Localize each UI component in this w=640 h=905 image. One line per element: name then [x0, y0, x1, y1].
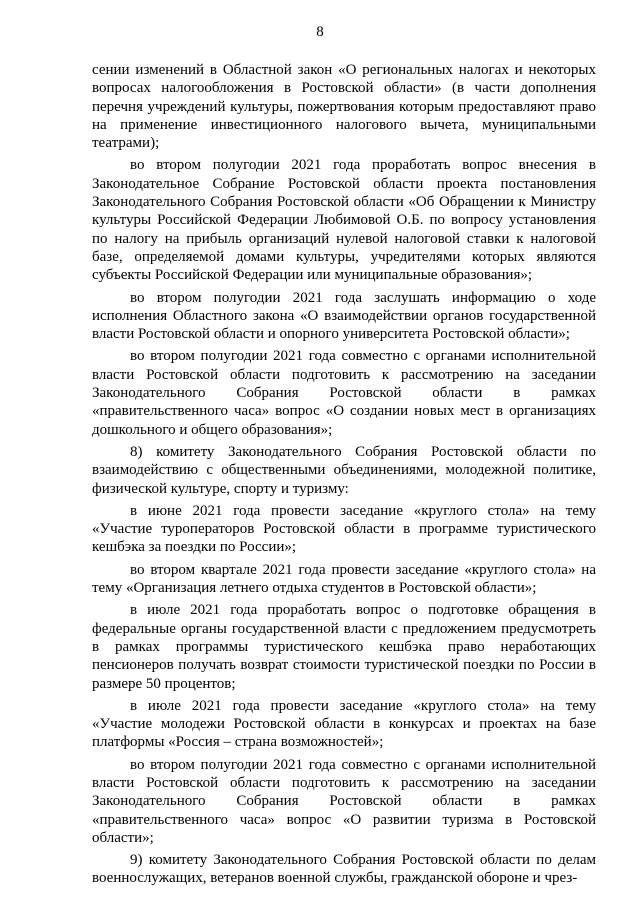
page-number: 8	[316, 24, 324, 40]
paragraph-committee-8: 8) комитету Законодательного Собрания Ростовской области по взаимодействию с общественными объединениями, молодежной политике, физической культуре, спорту и туризму:	[92, 443, 596, 497]
paragraph: во втором квартале 2021 года провести заседание «круглого стола» на тему «Организация летнего отдыха студентов в Ростовской области»;	[92, 561, 596, 597]
paragraph: в июне 2021 года провести заседание «круглого стола» на тему «Участие туроператоров Ростовской области в программе туристического кешбэка за поездки по России»;	[92, 502, 596, 556]
paragraph: во втором полугодии 2021 года заслушать информацию о ходе исполнения Областного закона «О взаимодействии органов государственной власти Ростовской области и опорного университета Ростовской области»;	[92, 289, 596, 343]
paragraph: во втором полугодии 2021 года проработать вопрос внесения в Законодательное Собрание Ростовской области проекта постановления Законодательного Собрания Ростовской области «Об Обращении к Министру культуры Российской Федерации Любимовой О.Б. по вопросу установления по налогу на прибыль организаций нулевой налоговой ставки к налоговой базе, определяемой домами культуры, учредителями которых являются субъекты Российской Федерации или муниципальные образования»;	[92, 157, 596, 284]
paragraph: во втором полугодии 2021 года совместно с органами исполнительной власти Ростовской области подготовить к рассмотрению на заседании Законодательного Собрания Ростовской области в рамках «правительственного часа» вопрос «О создании новых мест в организациях дошкольного и общего образования»;	[92, 348, 596, 438]
paragraph: в июле 2021 года проработать вопрос о подготовке обращения в федеральные органы государственной власти с предложением предусмотреть в рамках программы туристического кешбэка право неработающих пенсионеров получать возврат стоимости туристической поездки по России в размере 50 процентов;	[92, 602, 596, 692]
paragraph: во втором полугодии 2021 года совместно с органами исполнительной власти Ростовской области подготовить к рассмотрению на заседании Законодательного Собрания Ростовской области в рамках «правительственного часа» вопрос «О развитии туризма в Ростовской области»;	[92, 756, 596, 846]
paragraph: в июле 2021 года провести заседание «круглого стола» на тему «Участие молодежи Ростовской области в конкурсах и проектах на базе платформы «Россия – страна возможностей»;	[92, 697, 596, 751]
paragraph-committee-9: 9) комитету Законодательного Собрания Ростовской области по делам военнослужащих, ветеранов военной службы, гражданской обороне и чрез-	[92, 852, 596, 887]
document-body	[92, 61, 596, 892]
paragraph-continuation: сении изменений в Областной закон «О региональных налогах и некоторых вопросах налогообложения в Ростовской области» (в части дополнения перечня учреждений культуры, пожертвования которым предоставляют право на применение инвестиционного налогового вычета, муниципальными театрами);	[92, 62, 596, 152]
